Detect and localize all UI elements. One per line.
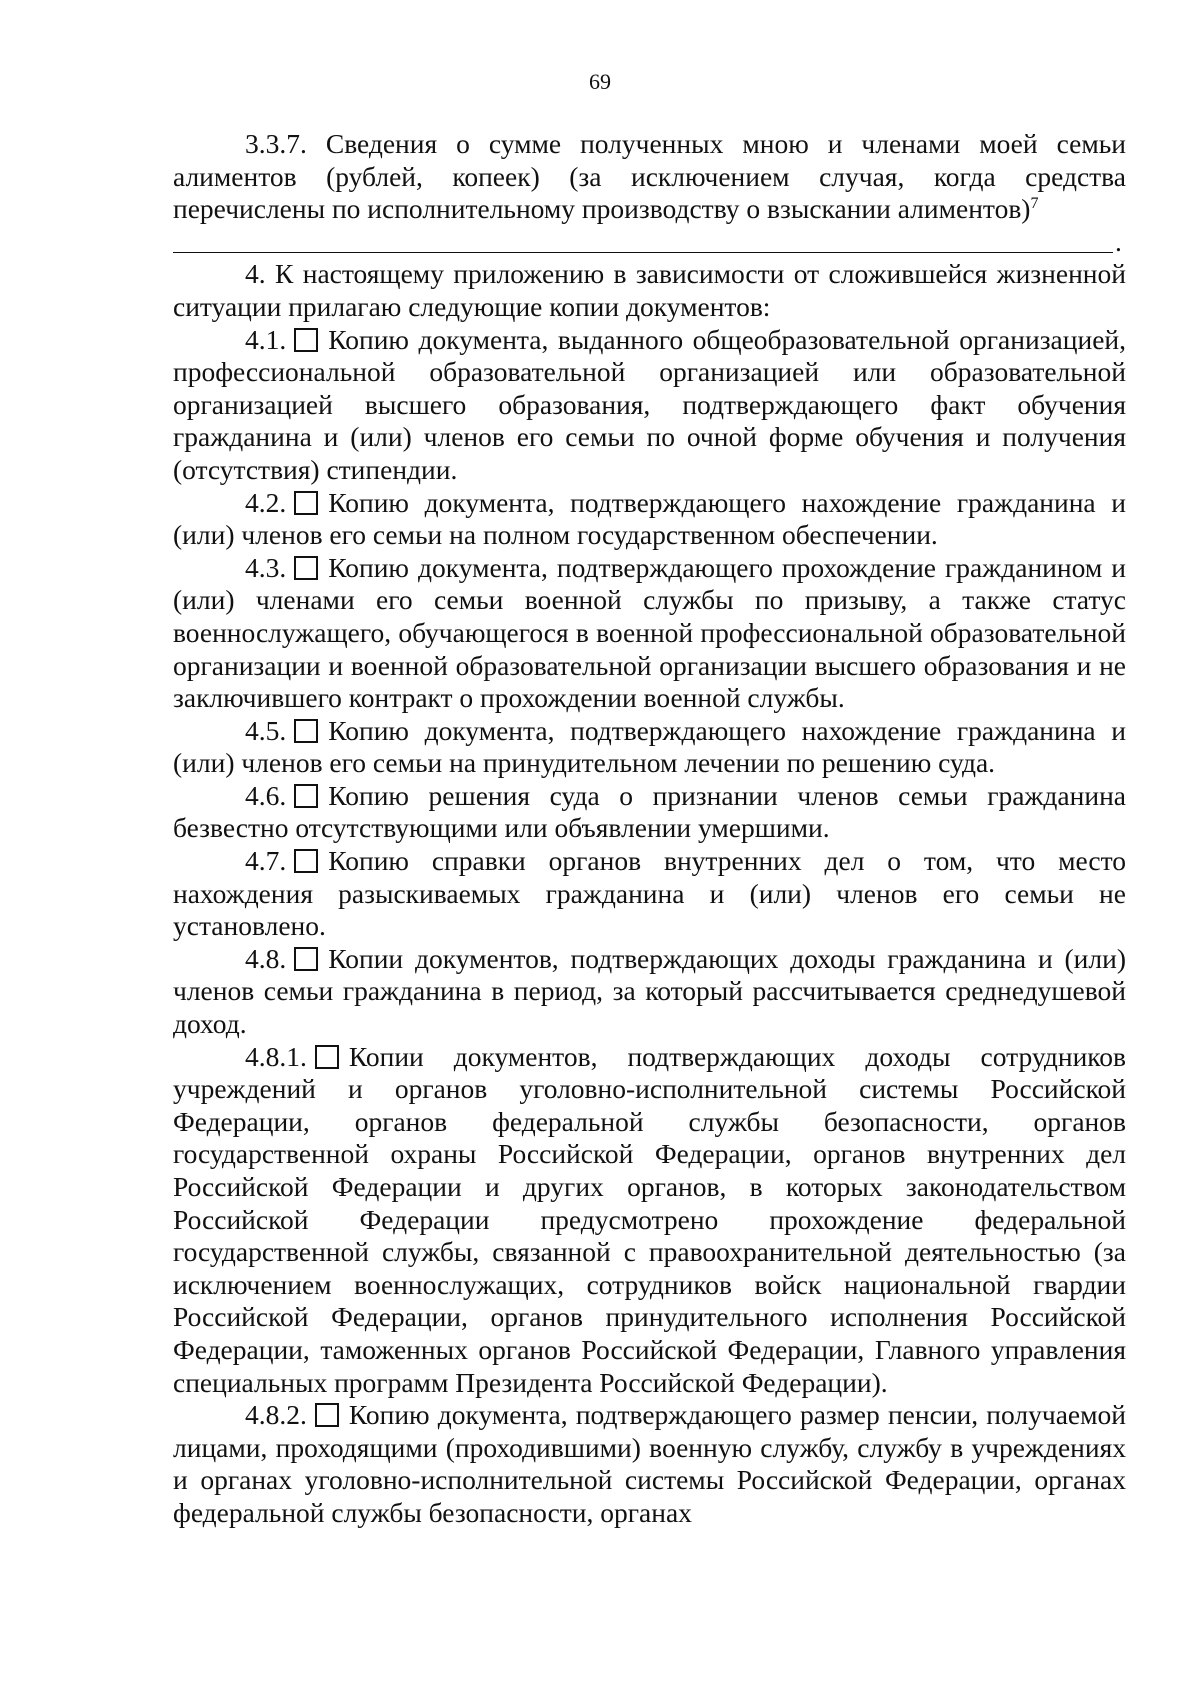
item-checkbox[interactable]: [294, 491, 318, 515]
checklist-item: [173, 943, 1126, 1041]
page-number: 69: [589, 69, 611, 94]
item-number: 4.5.: [245, 714, 287, 746]
item-number: 4.7.: [245, 845, 287, 877]
item-text: Копию документа, подтверждающего нахождение гражданина и (или) членов его семьи на принудительном лечении по решению суда.: [173, 714, 1126, 779]
item-text: Копии документов, подтверждающих доходы сотрудников учреждений и органов уголовно-исполнительной системы Российской Федерации, органов федеральной службы безопасности, органов государственной охраны Российской Федерации, органов внутренних дел Российской Федерации и других органов, в которых законодательством Российской Федерации предусмотрено прохождение федеральной государственной службы, связанной с правоохранительной деятельностью (за исключением военнослужащих, сотрудников войск национальной гвардии Российской Федерации, органов принудительного исполнения Российской Федерации, таможенных органов Российской Федерации, Главного управления специальных программ Президента Российской Федерации).: [173, 1040, 1126, 1398]
item-checkbox[interactable]: [315, 1045, 339, 1069]
item-number: 4.8.: [245, 942, 287, 974]
checklist-item: [173, 1399, 1126, 1529]
checklist-item: [173, 1041, 1126, 1400]
paragraph-3-3-7-text: 3.3.7. Сведения о сумме полученных мною и членами моей семьи алиментов (рублей, копеек) (за исключением случая, когда средства перечислены по исполнительному производству о взыскании алиментов): [173, 128, 1126, 225]
checklist-item: [173, 552, 1126, 715]
item-text: Копию документа, подтверждающего нахождение гражданина и (или) членов его семьи на полном государственном обеспечении.: [173, 486, 1126, 551]
item-number: 4.1.: [245, 323, 287, 355]
item-checkbox[interactable]: [294, 328, 318, 352]
item-text: Копию решения суда о признании членов семьи гражданина безвестно отсутствующими или объявлении умершими.: [173, 779, 1126, 844]
item-text: Копию справки органов внутренних дел о том, что место нахождения разыскиваемых гражданина и (или) членов его семьи не установлено.: [173, 845, 1126, 942]
document-checklist: [173, 324, 1126, 1530]
checklist-item: [173, 487, 1126, 552]
item-checkbox[interactable]: [294, 719, 318, 743]
footnote-marker: 7: [1030, 195, 1039, 213]
item-text: Копию документа, подтверждающего размер пенсии, получаемой лицами, проходящими (проходившими) военную службу, службу в учреждениях и органах уголовно-исполнительной системы Российской Федерации, органах федеральной службы безопасности, органах: [173, 1399, 1126, 1528]
checklist-item: [173, 780, 1126, 845]
alimony-entry-line[interactable]: [173, 226, 1126, 259]
line-end-period: .: [1115, 225, 1122, 257]
checklist-item: [173, 845, 1126, 943]
item-text: Копии документов, подтверждающих доходы гражданина и (или) членов семьи гражданина в период, за который рассчитывается среднедушевой доход.: [173, 942, 1126, 1040]
item-checkbox[interactable]: [294, 784, 318, 808]
item-checkbox[interactable]: [294, 849, 318, 873]
document-body: [173, 128, 1126, 1530]
item-number: 4.8.1.: [245, 1040, 307, 1072]
item-checkbox[interactable]: [294, 556, 318, 580]
item-text: Копию документа, выданного общеобразовательной организацией, профессиональной образовательной организацией или образовательной организацией высшего образования, подтверждающего факт обучения гражданина и (или) членов его семьи по очной форме обучения и получения (отсутствия) стипендии.: [173, 323, 1126, 485]
item-number: 4.8.2.: [245, 1399, 307, 1431]
item-checkbox[interactable]: [315, 1403, 339, 1427]
fill-in-underline: [173, 252, 1113, 253]
paragraph-4: 4. К настоящему приложению в зависимости от сложившейся жизненной ситуации прилагаю следующие копии документов:: [173, 258, 1126, 322]
item-number: 4.6.: [245, 779, 287, 811]
item-number: 4.3.: [245, 551, 287, 583]
item-text: Копию документа, подтверждающего прохождение гражданином и (или) членами его семьи военной службы по призыву, а также статус военнослужащего, обучающегося в военной профессиональной образовательной организации и военной образовательной организации высшего образования и не заключившего контракт о прохождении военной службы.: [173, 551, 1126, 714]
checklist-item: [173, 715, 1126, 780]
item-number: 4.2.: [245, 486, 287, 518]
item-checkbox[interactable]: [294, 947, 318, 971]
paragraph-3-3-7: [173, 128, 1126, 226]
checklist-item: [173, 324, 1126, 487]
